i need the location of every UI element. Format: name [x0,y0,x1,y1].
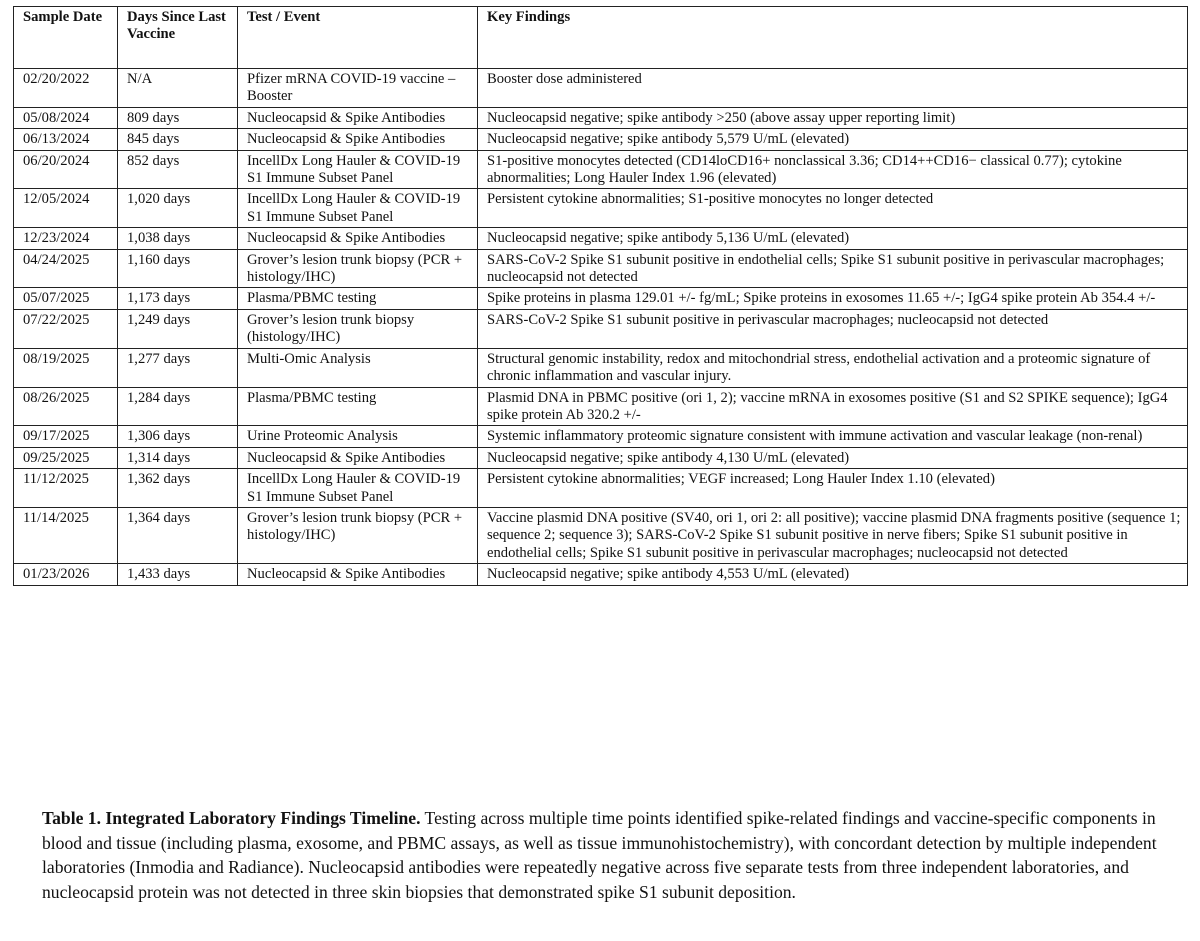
cell-days-since-vaccine: 1,314 days [118,447,238,468]
cell-days-since-vaccine: 1,038 days [118,228,238,249]
cell-days-since-vaccine: N/A [118,69,238,108]
table-row [14,189,1188,228]
table-row [14,107,1188,128]
cell-test-event: Urine Proteomic Analysis [238,426,478,447]
caption-text: Testing across multiple time points identified spike-related findings and vaccine-specific components in blood and tissue (including plasma, exosome, and PBMC assays, as well as tissue immunohistochemistry), with concordant detection by multiple independent laboratories (Inmodia and Radiance). Nucleocapsid antibodies were repeatedly negative across five separate tests from three independent laboratories, and nucleocapsid protein was not detected in three skin biopsies that demonstrated spike S1 subunit deposition. [42,808,1157,902]
cell-test-event: Nucleocapsid & Spike Antibodies [238,107,478,128]
cell-sample-date: 02/20/2022 [14,69,118,108]
table-row [14,288,1188,309]
cell-test-event: Grover’s lesion trunk biopsy (histology/IHC) [238,309,478,348]
cell-key-findings: Systemic inflammatory proteomic signature consistent with immune activation and vascular leakage (non-renal) [478,426,1188,447]
cell-days-since-vaccine: 1,306 days [118,426,238,447]
cell-key-findings: S1-positive monocytes detected (CD14loCD16+ nonclassical 3.36; CD14++CD16− classical 0.77); cytokine abnormalities; Long Hauler Index 1.96 (elevated) [478,150,1188,189]
cell-days-since-vaccine: 809 days [118,107,238,128]
cell-test-event: Multi-Omic Analysis [238,348,478,387]
cell-sample-date: 11/14/2025 [14,507,118,563]
cell-test-event: Nucleocapsid & Spike Antibodies [238,129,478,150]
cell-test-event: IncellDx Long Hauler & COVID-19 S1 Immune Subset Panel [238,150,478,189]
cell-test-event: IncellDx Long Hauler & COVID-19 S1 Immune Subset Panel [238,189,478,228]
table-row [14,564,1188,585]
cell-sample-date: 05/08/2024 [14,107,118,128]
table-row [14,426,1188,447]
cell-days-since-vaccine: 1,160 days [118,249,238,288]
table-row [14,129,1188,150]
cell-key-findings: Persistent cytokine abnormalities; VEGF increased; Long Hauler Index 1.10 (elevated) [478,469,1188,508]
table-header-row [14,7,1188,69]
cell-test-event: Nucleocapsid & Spike Antibodies [238,447,478,468]
cell-test-event: Pfizer mRNA COVID-19 vaccine – Booster [238,69,478,108]
table-row [14,348,1188,387]
cell-days-since-vaccine: 1,364 days [118,507,238,563]
caption-label: Table 1. Integrated Laboratory Findings Timeline. [42,808,421,828]
table-row [14,69,1188,108]
cell-key-findings: Booster dose administered [478,69,1188,108]
cell-sample-date: 06/20/2024 [14,150,118,189]
cell-test-event: Plasma/PBMC testing [238,387,478,426]
cell-sample-date: 12/23/2024 [14,228,118,249]
cell-sample-date: 04/24/2025 [14,249,118,288]
cell-key-findings: Spike proteins in plasma 129.01 +/- fg/mL; Spike proteins in exosomes 11.65 +/-; IgG4 spike protein Ab 354.4 +/- [478,288,1188,309]
cell-sample-date: 11/12/2025 [14,469,118,508]
table-caption [42,806,1182,904]
cell-key-findings: Nucleocapsid negative; spike antibody 5,579 U/mL (elevated) [478,129,1188,150]
cell-key-findings: Structural genomic instability, redox and mitochondrial stress, endothelial activation and a proteomic signature of chronic inflammation and vascular injury. [478,348,1188,387]
header-test-event: Test / Event [238,7,478,69]
cell-test-event: Grover’s lesion trunk biopsy (PCR + histology/IHC) [238,249,478,288]
table-row [14,228,1188,249]
cell-days-since-vaccine: 1,249 days [118,309,238,348]
cell-test-event: Plasma/PBMC testing [238,288,478,309]
cell-sample-date: 06/13/2024 [14,129,118,150]
cell-days-since-vaccine: 1,173 days [118,288,238,309]
cell-days-since-vaccine: 1,020 days [118,189,238,228]
table-row [14,387,1188,426]
cell-days-since-vaccine: 1,284 days [118,387,238,426]
header-sample-date: Sample Date [14,7,118,69]
cell-days-since-vaccine: 845 days [118,129,238,150]
table-row [14,150,1188,189]
cell-sample-date: 01/23/2026 [14,564,118,585]
cell-key-findings: Nucleocapsid negative; spike antibody 4,553 U/mL (elevated) [478,564,1188,585]
cell-sample-date: 09/17/2025 [14,426,118,447]
findings-table [13,6,1188,586]
cell-key-findings: Plasmid DNA in PBMC positive (ori 1, 2); vaccine mRNA in exosomes positive (S1 and S2 SPIKE sequence); IgG4 spike protein Ab 320.2 +/- [478,387,1188,426]
cell-sample-date: 12/05/2024 [14,189,118,228]
cell-key-findings: Vaccine plasmid DNA positive (SV40, ori 1, ori 2: all positive); vaccine plasmid DNA fragments positive (sequence 1; sequence 2; sequence 3); SARS-CoV-2 Spike S1 subunit positive in nerve fibers; Spike S1 subunit positive in endothelial cells; Spike S1 subunit positive in perivascular macrophages; nucleocapsid not detected [478,507,1188,563]
table-row [14,507,1188,563]
header-key-findings: Key Findings [478,7,1188,69]
cell-test-event: IncellDx Long Hauler & COVID-19 S1 Immune Subset Panel [238,469,478,508]
cell-sample-date: 09/25/2025 [14,447,118,468]
table-row [14,447,1188,468]
cell-test-event: Nucleocapsid & Spike Antibodies [238,228,478,249]
cell-days-since-vaccine: 1,433 days [118,564,238,585]
cell-key-findings: Nucleocapsid negative; spike antibody >250 (above assay upper reporting limit) [478,107,1188,128]
cell-test-event: Grover’s lesion trunk biopsy (PCR + histology/IHC) [238,507,478,563]
table-row [14,469,1188,508]
cell-key-findings: Persistent cytokine abnormalities; S1-positive monocytes no longer detected [478,189,1188,228]
cell-sample-date: 07/22/2025 [14,309,118,348]
table-body [14,69,1188,586]
cell-sample-date: 08/26/2025 [14,387,118,426]
table-row [14,309,1188,348]
table-row [14,249,1188,288]
cell-days-since-vaccine: 1,362 days [118,469,238,508]
cell-days-since-vaccine: 852 days [118,150,238,189]
header-days-since-vaccine: Days Since Last Vaccine [118,7,238,69]
cell-sample-date: 05/07/2025 [14,288,118,309]
cell-test-event: Nucleocapsid & Spike Antibodies [238,564,478,585]
cell-sample-date: 08/19/2025 [14,348,118,387]
cell-key-findings: SARS-CoV-2 Spike S1 subunit positive in endothelial cells; Spike S1 subunit positive in perivascular macrophages; nucleocapsid not detected [478,249,1188,288]
cell-days-since-vaccine: 1,277 days [118,348,238,387]
cell-key-findings: Nucleocapsid negative; spike antibody 4,130 U/mL (elevated) [478,447,1188,468]
cell-key-findings: SARS-CoV-2 Spike S1 subunit positive in perivascular macrophages; nucleocapsid not detected [478,309,1188,348]
cell-key-findings: Nucleocapsid negative; spike antibody 5,136 U/mL (elevated) [478,228,1188,249]
